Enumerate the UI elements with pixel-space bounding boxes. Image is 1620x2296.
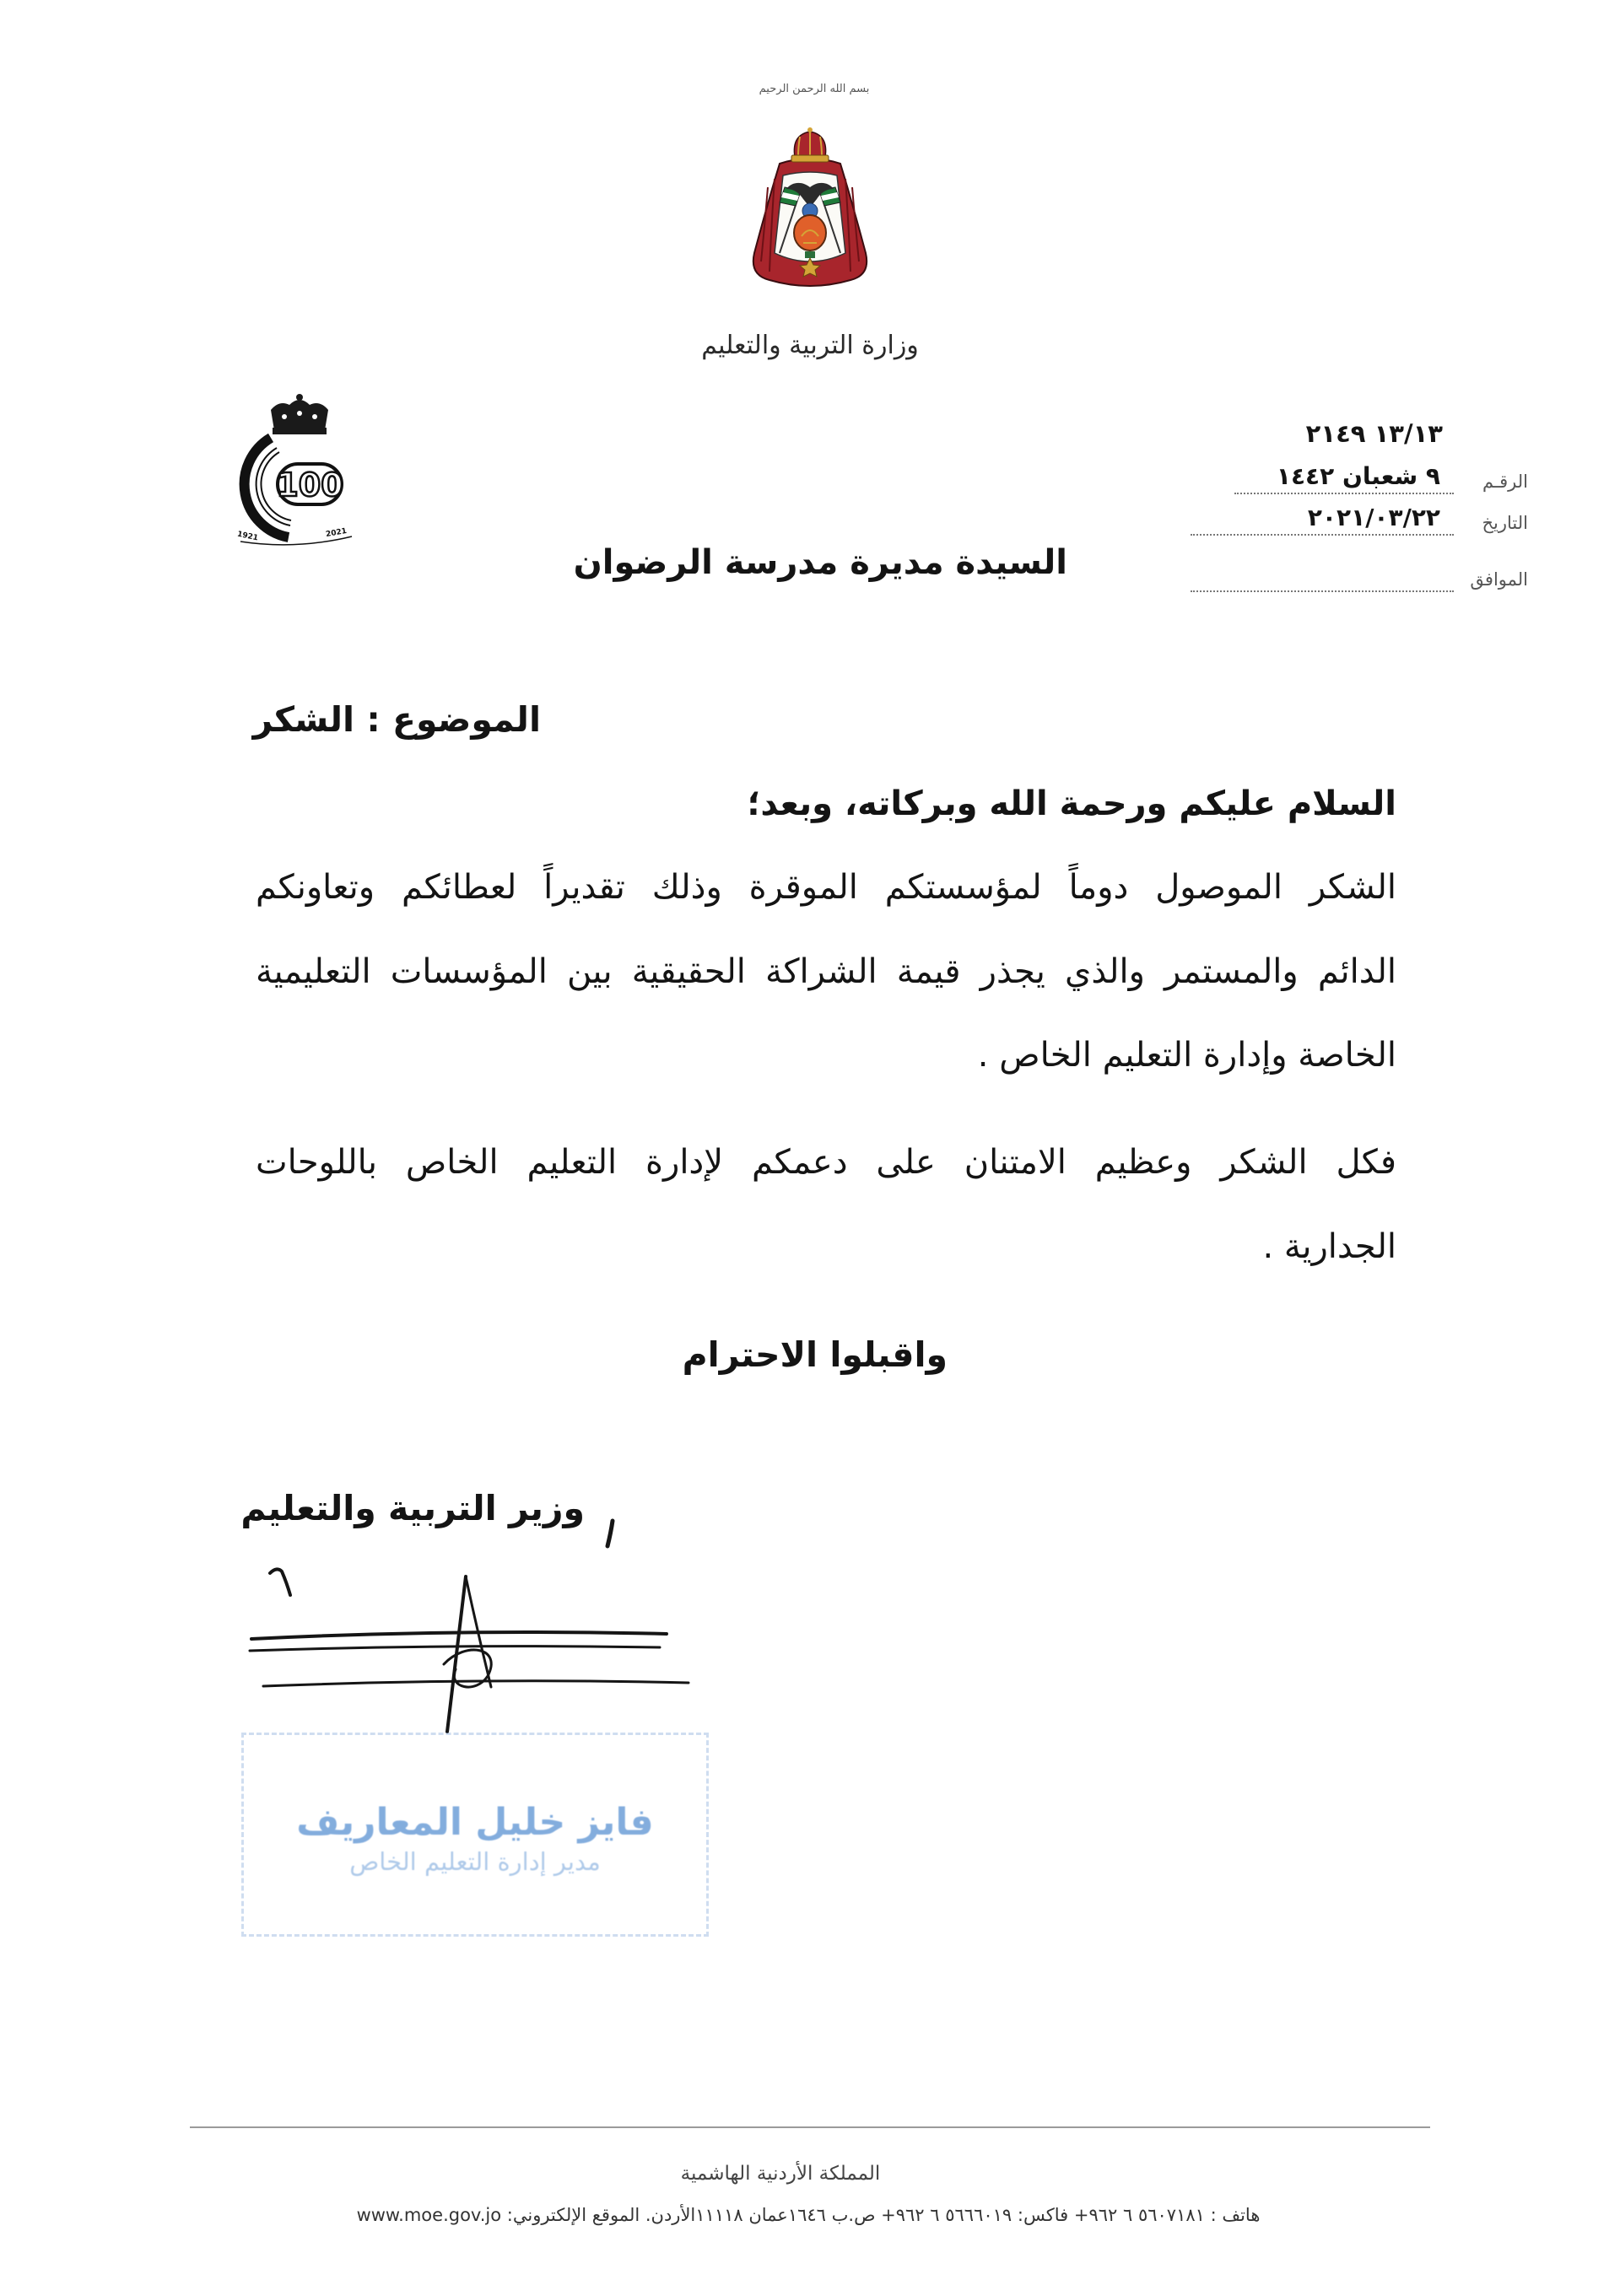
footer-country: المملكة الأردنية الهاشمية [680, 2163, 881, 2185]
paragraph-1-line-1: الشكر الموصول دوماً لمؤسستكم الموقرة وذلك تقديراً لعطائكم وتعاونكم [256, 868, 1396, 907]
ref-field-corresponding [1191, 560, 1454, 592]
paragraph-1-line-3: الخاصة وإدارة التعليم الخاص . [977, 1036, 1396, 1075]
crown [791, 127, 829, 162]
ref-field-number [1234, 462, 1454, 494]
centennial-logo [224, 393, 361, 550]
signatory-title: وزير التربية والتعليم [240, 1488, 585, 1528]
ref-label-number: الرقـم [1482, 472, 1528, 492]
footer-contact: هاتف : ٥٦٠٧١٨١ ٦ ٩٦٢+ فاكس: ٥٦٦٦٠١٩ ٦ ٩٦٢+ ص.ب ١٦٤٦عمان ١١١١٨الأردن. الموقع الإلكتروني: www.moe.gov.jo [356, 2205, 1261, 2225]
stamp-name: فايز خليل المعاريف [296, 1801, 654, 1844]
ref-value-number: ٩ شعبان ١٤٤٢ [1276, 462, 1440, 490]
paragraph-1-line-2: الدائم والمستمر والذي يجذر قيمة الشراكة الحقيقية بين المؤسسات التعليمية [256, 952, 1396, 991]
paragraph-2-line-1: فكل الشكر وعظيم الامتنان على دعمكم لإدارة التعليم الخاص باللوحات [256, 1143, 1396, 1182]
official-stamp [241, 1733, 709, 1937]
subject-line: الموضوع : الشكر [252, 699, 541, 740]
ref-row-date [1191, 502, 1528, 536]
centennial-year-start: 1921 [236, 530, 259, 543]
ref-value-date: ٢٠٢١/٠٣/٢٢ [1307, 504, 1440, 531]
closing: واقبلوا الاحترام [682, 1334, 948, 1375]
footer-divider [190, 2126, 1430, 2128]
file-number: ١٣/١٣ ٢١٤٩ [1305, 419, 1443, 448]
coat-of-arms-emblem [742, 127, 878, 294]
ink-mark-left [270, 1569, 290, 1595]
centennial-year-end: 2021 [325, 526, 348, 540]
ref-field-date [1191, 504, 1454, 536]
greeting: السلام عليكم ورحمة الله وبركاته، وبعد؛ [747, 784, 1396, 823]
stamp-title: مدير إدارة التعليم الخاص [349, 1847, 601, 1876]
ink-mark-title [608, 1521, 613, 1546]
paragraph-2-line-2: الجدارية . [1262, 1227, 1396, 1266]
ref-row-number [1234, 461, 1528, 494]
signature-stroke [250, 1647, 660, 1651]
ref-label-corresponding: الموافق [1470, 569, 1528, 590]
ref-row-corresponding [1191, 558, 1528, 592]
handwritten-signature [245, 1514, 700, 1738]
basmala: بسم الله الرحمن الرحيم [759, 83, 870, 95]
centennial-crown-icon [271, 394, 328, 434]
shield [794, 215, 826, 251]
centennial-number: 100 [276, 466, 343, 504]
ref-label-date: التاريخ [1482, 513, 1528, 533]
ministry-name: وزارة التربية والتعليم [701, 331, 919, 360]
addressee: السيدة مديرة مدرسة الرضوان [573, 543, 1067, 582]
